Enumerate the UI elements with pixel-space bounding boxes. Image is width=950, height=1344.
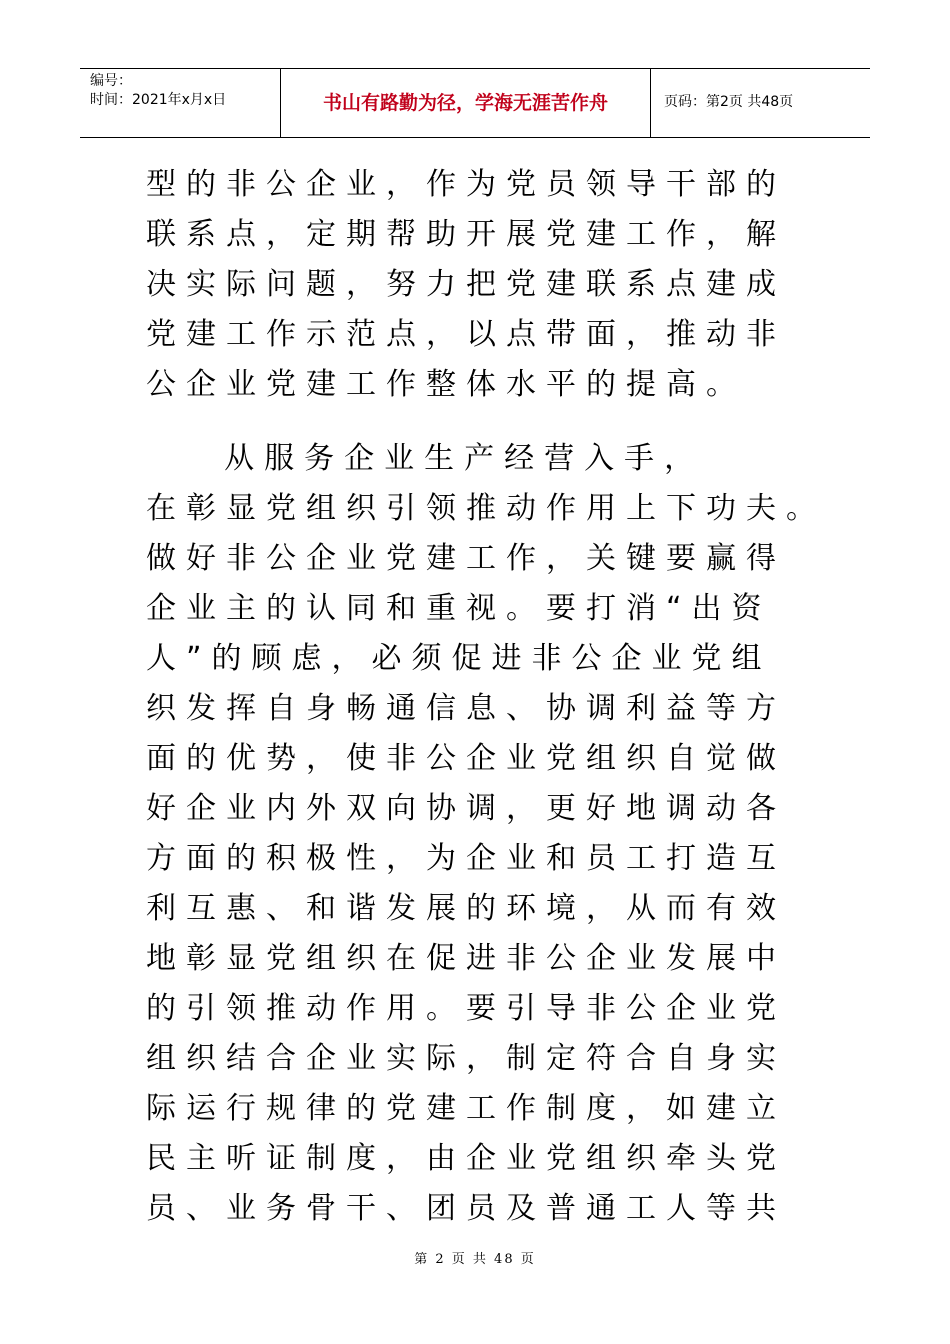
text-line: 决实际问题，努力把党建联系点建成 [146, 267, 786, 302]
header-divider [650, 69, 651, 137]
text-line: 地彰显党组织在促进非公企业发展中 [146, 941, 786, 976]
paragraph-gap [146, 410, 826, 434]
text-line: 际运行规律的党建工作制度，如建立 [146, 1091, 786, 1126]
text-line: 员、业务骨干、团员及普通工人等共 [146, 1191, 786, 1226]
document-number-label: 编号： [90, 73, 132, 89]
document-body [146, 160, 826, 1234]
header-meta [80, 69, 280, 137]
header-page-number: 页码：第2页 共48页 [664, 94, 794, 110]
text-line: 好企业内外双向协调，更好地调动各 [146, 791, 786, 826]
document-time-label: 时间：2021年x月x日 [90, 92, 227, 108]
text-line: 织发挥自身畅通信息、协调利益等方 [146, 691, 786, 726]
text-line: 型的非公企业，作为党员领导干部的 [146, 167, 786, 202]
paragraph [146, 434, 826, 1234]
text-line: 企业主的认同和重视。要打消“出资 [146, 591, 772, 626]
text-line: 做好非公企业党建工作，关键要赢得 [146, 541, 786, 576]
text-line: 人”的顾虑，必须促进非公企业党组 [146, 641, 772, 676]
text-line: 民主听证制度，由企业党组织牵头党 [146, 1141, 786, 1176]
text-line: 在彰显党组织引领推动作用上下功夫。 [146, 491, 826, 526]
text-line: 党建工作示范点，以点带面，推动非 [146, 317, 786, 352]
text-line: 面的优势，使非公企业党组织自觉做 [146, 741, 786, 776]
text-line: 的引领推动作用。要引导非公企业党 [146, 991, 786, 1026]
page-footer: 第 2 页 共 48 页 [414, 1252, 536, 1267]
text-line: 联系点，定期帮助开展党建工作，解 [146, 217, 786, 252]
page-header [80, 68, 870, 138]
text-line: 从服务企业生产经营入手， [146, 441, 705, 476]
text-line: 方面的积极性，为企业和员工打造互 [146, 841, 786, 876]
header-motto: 书山有路勤为径，学海无涯苦作舟 [322, 92, 608, 114]
text-line: 公企业党建工作整体水平的提高。 [146, 367, 746, 402]
text-line: 利互惠、和谐发展的环境，从而有效 [146, 891, 786, 926]
paragraph [146, 160, 826, 410]
text-line: 组织结合企业实际，制定符合自身实 [146, 1041, 786, 1076]
